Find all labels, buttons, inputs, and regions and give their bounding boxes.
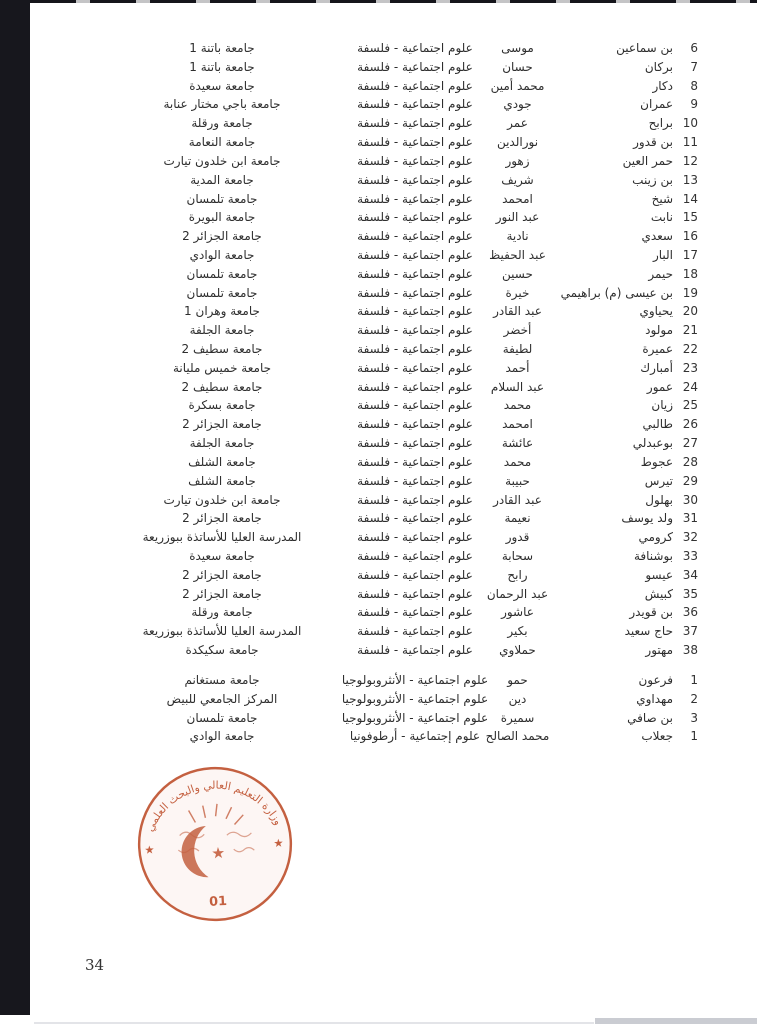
table-row (0, 114, 757, 133)
first-name-cell: حسين (502, 266, 533, 281)
family-name-cell: بن قدور (633, 135, 673, 150)
table-row (0, 528, 757, 547)
first-name-cell: أحمد (505, 360, 530, 375)
rank-cell: 30 (682, 492, 698, 507)
university-cell: جامعة سكيكدة (185, 643, 259, 657)
university-cell: جامعة سطيف 2 (181, 342, 263, 356)
family-name-cell: مهداوي (636, 691, 673, 706)
family-name-cell: شيخ (651, 191, 673, 206)
university-cell: جامعة باتنة 1 (189, 59, 255, 74)
specialization-cell: علوم اجتماعية - فلسفة (357, 41, 473, 55)
rank-cell: 23 (682, 360, 698, 375)
first-name-cell: حبيبة (505, 473, 530, 488)
family-name-cell: تيرس (644, 473, 673, 488)
university-cell: جامعة المدية (190, 172, 254, 187)
first-name-cell: جودي (503, 97, 532, 112)
first-name-cell: عبد النور (495, 210, 540, 225)
specialization-cell: علوم اجتماعية - الأنثروبولوجيا (341, 691, 489, 706)
table-row (0, 246, 757, 265)
university-cell: جامعة الجزائر 2 (182, 586, 262, 601)
specialization-cell: علوم اجتماعية - فلسفة (357, 342, 473, 356)
university-cell: جامعة الجزائر 2 (182, 417, 262, 432)
family-name-cell: بن قويدر (629, 605, 673, 620)
specialization-cell: علوم اجتماعية - فلسفة (357, 586, 473, 601)
stamp-right-star-icon: ★ (273, 836, 284, 851)
first-name-cell: عاشور (501, 605, 534, 620)
first-name-cell: محمد الصالح (485, 729, 550, 744)
university-cell: جامعة ابن خلدون تيارت (163, 153, 281, 168)
university-cell: جامعة باتنة 1 (189, 41, 255, 55)
first-name-cell: عبد القادر (493, 492, 542, 507)
anthropology-results-list (0, 671, 757, 746)
university-cell: جامعة الجزائر 2 (182, 567, 262, 582)
first-name-cell: زهور (505, 153, 530, 168)
first-name-cell: لطيفة (502, 342, 533, 356)
first-name-cell: بكير (507, 624, 528, 639)
first-name-cell: امحمد (502, 417, 533, 432)
university-cell: المدرسة العليا للأساتذة ببوزريعة (142, 624, 302, 639)
first-name-cell: عبد الحفيظ (489, 247, 546, 262)
family-name-cell: عيسو (645, 567, 673, 582)
university-cell: جامعة سطيف 2 (181, 379, 263, 394)
table-row (0, 727, 757, 746)
scan-bottom-right-shadow (595, 1018, 757, 1024)
rank-cell: 20 (682, 304, 698, 319)
first-name-cell: موسى (501, 41, 534, 55)
university-cell: جامعة سعيدة (189, 548, 255, 563)
family-name-cell: بن سماعين (616, 41, 673, 55)
table-row (0, 622, 757, 641)
first-name-cell: سحابة (501, 548, 534, 563)
specialization-cell: علوم اجتماعية - فلسفة (357, 210, 473, 225)
table-row (0, 641, 757, 660)
table-row (0, 547, 757, 566)
specialization-cell: علوم اجتماعية - فلسفة (357, 191, 473, 206)
specialization-cell: علوم اجتماعية - فلسفة (357, 643, 473, 657)
university-cell: جامعة الجزائر 2 (182, 229, 262, 244)
university-cell: جامعة البويرة (188, 210, 256, 225)
first-name-cell: دين (508, 691, 527, 706)
family-name-cell: حمر العين (622, 153, 673, 168)
family-name-cell: دكار (652, 78, 673, 93)
university-cell: جامعة مستغانم (184, 673, 260, 687)
university-cell: جامعة النعامة (188, 135, 256, 150)
specialization-cell: علوم اجتماعية - فلسفة (357, 492, 473, 507)
first-name-cell: خيرة (505, 285, 530, 300)
family-name-cell: مولود (645, 323, 673, 338)
family-name-cell: مهتور (645, 643, 673, 657)
first-name-cell: نادية (506, 229, 529, 244)
philosophy-results-list (0, 39, 757, 660)
first-name-cell: حملاوي (499, 643, 536, 657)
specialization-cell: علوم اجتماعية - فلسفة (357, 304, 473, 319)
family-name-cell: بن زينب (632, 172, 673, 187)
rank-cell: 33 (682, 548, 698, 563)
first-name-cell: عبد القادر (493, 304, 542, 319)
table-row (0, 453, 757, 472)
table-row (0, 396, 757, 415)
specialization-cell: علوم اجتماعية - فلسفة (357, 135, 473, 150)
rank-cell: 31 (682, 511, 698, 526)
specialization-cell: علوم اجتماعية - فلسفة (357, 605, 473, 620)
first-name-cell: قدور (505, 530, 530, 545)
first-name-cell: عمر (507, 116, 528, 131)
rank-cell: 12 (682, 153, 698, 168)
specialization-cell: علوم اجتماعية - فلسفة (357, 172, 473, 187)
university-cell: جامعة خميس مليانة (172, 360, 272, 375)
family-name-cell: عميرة (642, 342, 673, 356)
family-name-cell: بن صافي (627, 710, 673, 725)
rank-cell: 10 (682, 116, 698, 131)
table-row (0, 190, 757, 209)
stamp-office-number: 01 (208, 893, 228, 910)
rank-cell: 13 (682, 172, 698, 187)
university-cell: جامعة الجلفة (189, 436, 255, 451)
first-name-cell: أخضر (503, 323, 532, 338)
first-name-cell: عبد السلام (490, 379, 545, 394)
first-name-cell: سميرة (500, 710, 535, 725)
table-row (0, 671, 757, 690)
family-name-cell: زيان (651, 398, 673, 413)
rank-cell: 14 (682, 191, 698, 206)
university-cell: جامعة ورقلة (191, 116, 253, 131)
rank-cell: 15 (682, 210, 698, 225)
family-name-cell: عجوط (640, 454, 673, 469)
specialization-cell: علوم اجتماعية - الأنثروبولوجيا (341, 710, 489, 725)
table-row (0, 208, 757, 227)
specialization-cell: علوم اجتماعية - فلسفة (357, 473, 473, 488)
table-row (0, 227, 757, 246)
specialization-cell: علوم اجتماعية - فلسفة (357, 153, 473, 168)
family-name-cell: بهلول (645, 492, 673, 507)
rank-cell: 1 (690, 673, 698, 687)
table-row (0, 77, 757, 96)
table-row (0, 709, 757, 728)
rank-cell: 16 (682, 229, 698, 244)
rank-cell: 8 (690, 78, 698, 93)
rank-cell: 17 (682, 247, 698, 262)
specialization-cell: علوم اجتماعية - فلسفة (357, 97, 473, 112)
table-row (0, 133, 757, 152)
rank-cell: 29 (682, 473, 698, 488)
university-cell: جامعة الجلفة (189, 323, 255, 338)
family-name-cell: أمبارك (640, 360, 673, 375)
first-name-cell: محمد أمين (490, 78, 545, 93)
rank-cell: 21 (682, 323, 698, 338)
rank-cell: 11 (682, 135, 698, 150)
university-cell: جامعة سعيدة (189, 78, 255, 93)
stamp-left-star-icon: ★ (144, 843, 155, 857)
first-name-cell: عبد الرحمان (486, 586, 549, 601)
family-name-cell: البار (652, 247, 673, 262)
specialization-cell: علوم اجتماعية - فلسفة (357, 398, 473, 413)
family-name-cell: يحياوي (639, 304, 673, 319)
stamp-ministry-text: وزارة التعليم العالي والبحث العلمي (143, 778, 285, 834)
rank-cell: 1 (690, 729, 698, 744)
university-cell: جامعة الجزائر 2 (182, 511, 262, 526)
university-cell: المدرسة العليا للأساتذة ببوزريعة (142, 530, 302, 545)
university-cell: جامعة ابن خلدون تيارت (163, 492, 281, 507)
family-name-cell: طالبي (642, 417, 673, 432)
specialization-cell: علوم اجتماعية - الأنثروبولوجيا (341, 673, 489, 687)
first-name-cell: محمد (503, 454, 532, 469)
rank-cell: 18 (682, 266, 698, 281)
family-name-cell: حيمر (648, 266, 673, 281)
university-cell: جامعة تلمسان (186, 266, 258, 281)
rank-cell: 34 (682, 567, 698, 582)
specialization-cell: علوم اجتماعية - فلسفة (357, 285, 473, 300)
rank-cell: 38 (682, 643, 698, 657)
ministry-official-stamp (129, 758, 301, 930)
university-cell: جامعة بسكرة (188, 398, 256, 413)
page-number: 34 (85, 956, 105, 974)
family-name-cell: ولد يوسف (621, 511, 673, 526)
table-row (0, 378, 757, 397)
first-name-cell: امحمد (502, 191, 533, 206)
rank-cell: 35 (682, 586, 698, 601)
first-name-cell: شريف (501, 172, 534, 187)
table-row (0, 690, 757, 709)
rank-cell: 25 (682, 398, 698, 413)
emblem-star-icon: ★ (210, 843, 226, 863)
rank-cell: 37 (682, 624, 698, 639)
table-row (0, 509, 757, 528)
specialization-cell: علوم اجتماعية - فلسفة (357, 78, 473, 93)
specialization-cell: علوم اجتماعية - فلسفة (357, 417, 473, 432)
specialization-cell: علوم اجتماعية - فلسفة (357, 229, 473, 244)
specialization-cell: علوم اجتماعية - فلسفة (357, 116, 473, 131)
family-name-cell: جعلاب (641, 729, 673, 744)
university-cell: جامعة الشلف (188, 473, 256, 488)
table-row (0, 585, 757, 604)
specialization-cell: علوم اجتماعية - فلسفة (357, 548, 473, 563)
table-row (0, 566, 757, 585)
specialization-cell: علوم اجتماعية - فلسفة (357, 567, 473, 582)
rank-cell: 19 (682, 285, 698, 300)
university-cell: جامعة تلمسان (186, 285, 258, 300)
table-row (0, 434, 757, 453)
rank-cell: 32 (682, 530, 698, 545)
table-row (0, 95, 757, 114)
table-row (0, 603, 757, 622)
specialization-cell: علوم اجتماعية - فلسفة (357, 379, 473, 394)
table-row (0, 302, 757, 321)
rank-cell: 6 (690, 41, 698, 55)
table-row (0, 58, 757, 77)
rank-cell: 27 (682, 436, 698, 451)
specialization-cell: علوم اجتماعية - فلسفة (357, 436, 473, 451)
university-cell: المركز الجامعي للبيض (166, 691, 278, 706)
family-name-cell: بن عيسى (م) براهيمي (560, 285, 673, 300)
rank-cell: 3 (690, 710, 698, 725)
first-name-cell: رابح (507, 567, 528, 582)
family-name-cell: بوعبدلي (632, 436, 673, 451)
family-name-cell: سعدي (641, 229, 673, 244)
family-name-cell: بوشنافة (633, 548, 673, 563)
family-name-cell: كرومي (638, 530, 673, 545)
rank-cell: 7 (690, 59, 698, 74)
specialization-cell: علوم اجتماعية - فلسفة (357, 360, 473, 375)
specialization-cell: علوم اجتماعية - فلسفة (357, 454, 473, 469)
family-name-cell: عمران (640, 97, 673, 112)
rank-cell: 22 (682, 342, 698, 356)
university-cell: جامعة تلمسان (186, 191, 258, 206)
scan-top-edge (30, 0, 757, 3)
specialization-cell: علوم إجتماعية - أرطوفونيا (349, 729, 481, 744)
specialization-cell: علوم اجتماعية - فلسفة (357, 323, 473, 338)
table-row (0, 472, 757, 491)
family-name-cell: كبيش (644, 586, 673, 601)
first-name-cell: حمو (507, 673, 528, 687)
university-cell: جامعة تلمسان (186, 710, 258, 725)
university-cell: جامعة باجي مختار عنابة (163, 97, 281, 112)
first-name-cell: حسان (502, 59, 533, 74)
specialization-cell: علوم اجتماعية - فلسفة (357, 266, 473, 281)
specialization-cell: علوم اجتماعية - فلسفة (357, 247, 473, 262)
family-name-cell: عمور (646, 379, 673, 394)
specialization-cell: علوم اجتماعية - فلسفة (357, 511, 473, 526)
first-name-cell: نورالدين (496, 135, 539, 150)
university-cell: جامعة الوادي (189, 247, 255, 262)
first-name-cell: محمد (503, 398, 532, 413)
family-name-cell: حاج سعيد (624, 624, 673, 639)
table-row (0, 171, 757, 190)
specialization-cell: علوم اجتماعية - فلسفة (357, 59, 473, 74)
specialization-cell: علوم اجتماعية - فلسفة (357, 530, 473, 545)
rank-cell: 26 (682, 417, 698, 432)
rank-cell: 36 (682, 605, 698, 620)
university-cell: جامعة ورقلة (191, 605, 253, 620)
table-row (0, 359, 757, 378)
university-cell: جامعة وهران 1 (184, 304, 260, 319)
first-name-cell: عائشة (501, 436, 534, 451)
table-row (0, 415, 757, 434)
university-cell: جامعة الوادي (189, 729, 255, 744)
table-row (0, 491, 757, 510)
university-cell: جامعة الشلف (188, 454, 256, 469)
table-row (0, 321, 757, 340)
family-name-cell: بركان (644, 59, 673, 74)
table-row (0, 265, 757, 284)
table-row (0, 152, 757, 171)
rank-cell: 2 (690, 691, 698, 706)
table-row (0, 39, 757, 58)
first-name-cell: نعيمة (504, 511, 531, 526)
rank-cell: 9 (690, 97, 698, 112)
table-row (0, 340, 757, 359)
family-name-cell: برابح (648, 116, 673, 131)
family-name-cell: نابت (650, 210, 673, 225)
family-name-cell: فرعون (638, 673, 673, 687)
rank-cell: 28 (682, 454, 698, 469)
rank-cell: 24 (682, 379, 698, 394)
table-row (0, 284, 757, 303)
specialization-cell: علوم اجتماعية - فلسفة (357, 624, 473, 639)
